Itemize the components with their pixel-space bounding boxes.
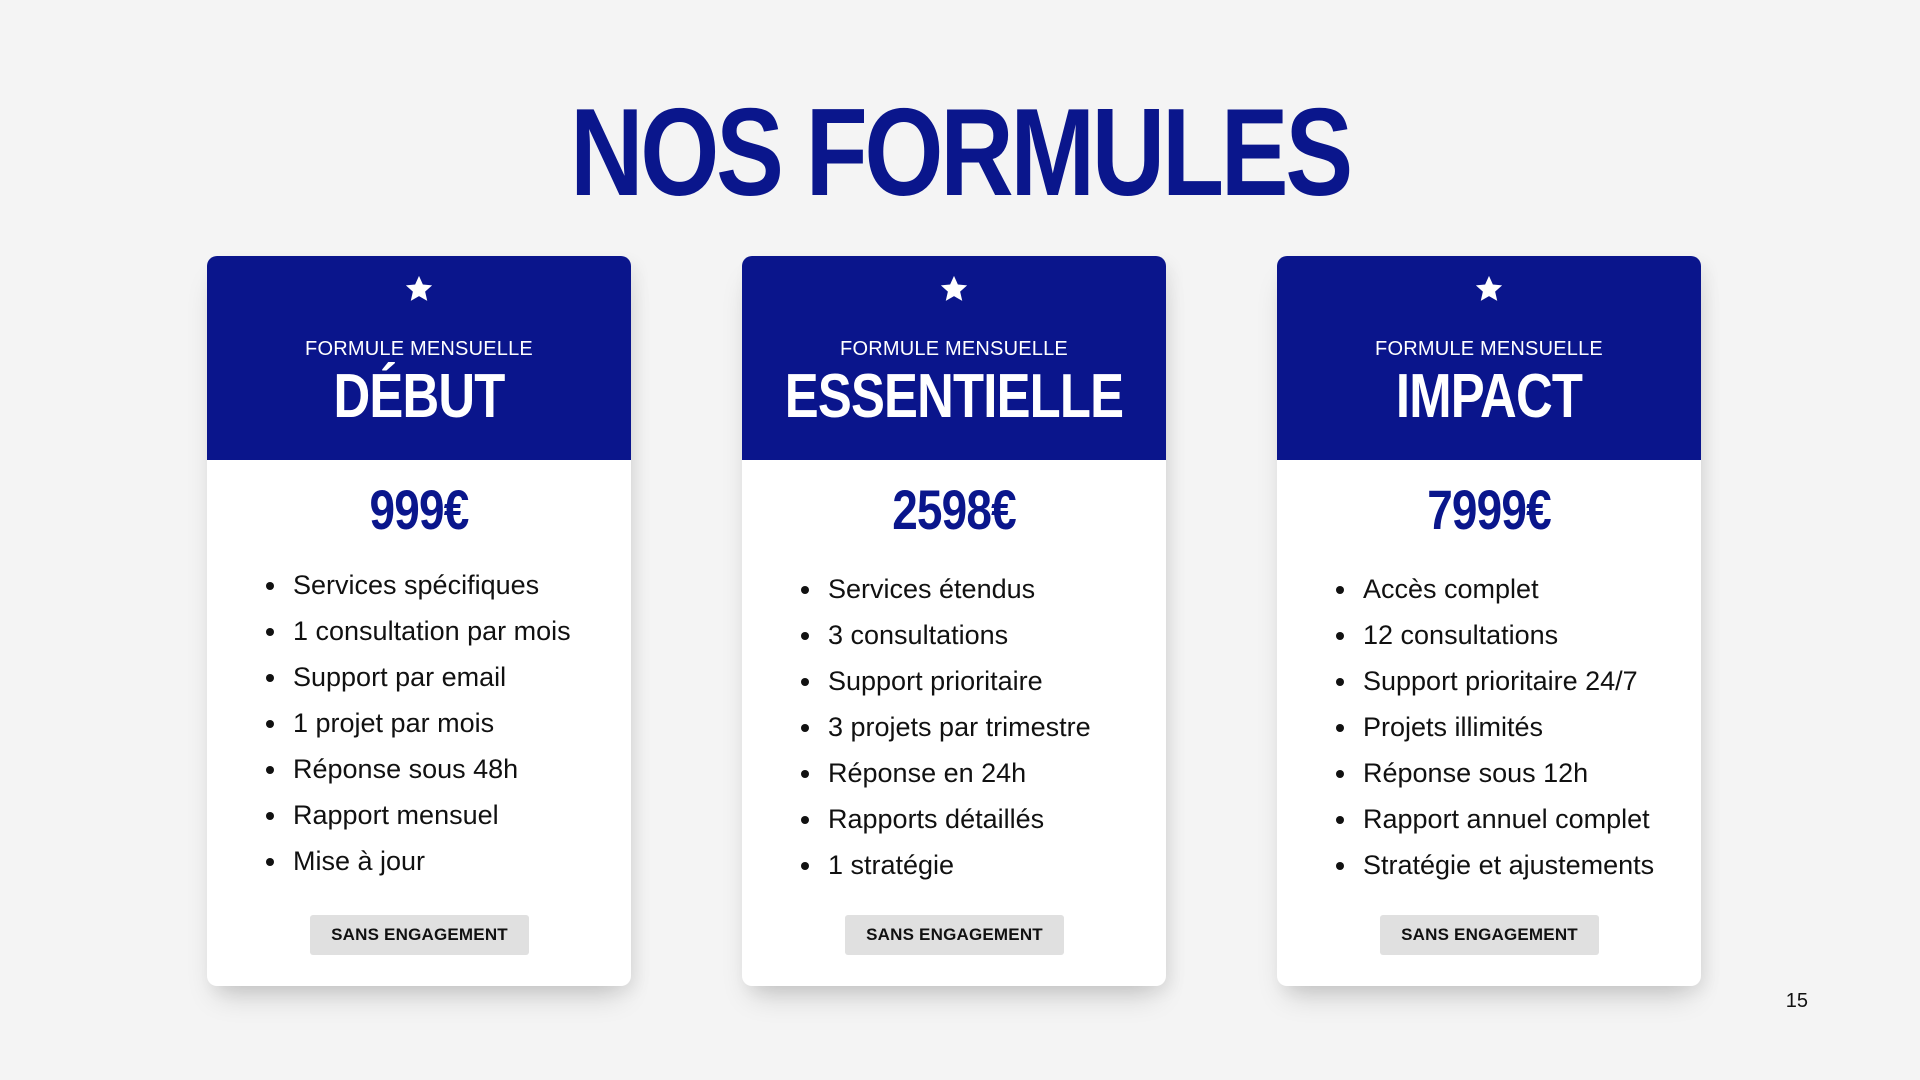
list-item: • 1 projet par mois (289, 700, 631, 746)
card-header (1277, 256, 1701, 460)
list-item: • Réponse sous 48h (289, 746, 631, 792)
plan-subtitle: FORMULE MENSUELLE (840, 338, 1068, 360)
list-item: • Accès complet (1359, 566, 1701, 612)
plan-name: DÉBUT (333, 362, 505, 431)
list-item: • 12 consultations (1359, 612, 1701, 658)
feature-list (1277, 566, 1701, 888)
no-commitment-badge: SANS ENGAGEMENT (1380, 915, 1599, 955)
no-commitment-badge: SANS ENGAGEMENT (310, 915, 529, 955)
list-item: • Réponse sous 12h (1359, 750, 1701, 796)
list-item: • Mise à jour (289, 838, 631, 884)
plan-subtitle: FORMULE MENSUELLE (1375, 338, 1603, 360)
no-commitment-badge: SANS ENGAGEMENT (845, 915, 1064, 955)
list-item: • Réponse en 24h (824, 750, 1166, 796)
pricing-card-impact (1277, 256, 1701, 986)
list-item: • 1 stratégie (824, 842, 1166, 888)
plan-name: ESSENTIELLE (784, 362, 1124, 431)
star-icon (404, 274, 434, 304)
plan-subtitle: FORMULE MENSUELLE (305, 338, 533, 360)
pricing-cards (207, 256, 1702, 986)
plan-name: IMPACT (1395, 362, 1583, 431)
list-item: • Rapports détaillés (824, 796, 1166, 842)
list-item: • Support prioritaire 24/7 (1359, 658, 1701, 704)
pricing-card-essentielle (742, 256, 1166, 986)
list-item: • Stratégie et ajustements (1359, 842, 1701, 888)
list-item: • Services spécifiques (289, 562, 631, 608)
page-title: NOS FORMULES (570, 84, 1350, 222)
feature-list (742, 566, 1166, 888)
list-item: • Rapport mensuel (289, 792, 631, 838)
list-item: • Rapport annuel complet (1359, 796, 1701, 842)
plan-price: 999€ (369, 478, 469, 541)
card-header (207, 256, 631, 460)
feature-list (207, 562, 631, 884)
list-item: • 3 consultations (824, 612, 1166, 658)
list-item: • 3 projets par trimestre (824, 704, 1166, 750)
list-item: • Projets illimités (1359, 704, 1701, 750)
list-item: • Support prioritaire (824, 658, 1166, 704)
card-header (742, 256, 1166, 460)
list-item: • 1 consultation par mois (289, 608, 631, 654)
page-number: 15 (1785, 990, 1808, 1012)
plan-price: 2598€ (892, 478, 1016, 541)
pricing-card-debut (207, 256, 631, 986)
star-icon (939, 274, 969, 304)
plan-price: 7999€ (1427, 478, 1551, 541)
list-item: • Services étendus (824, 566, 1166, 612)
star-icon (1474, 274, 1504, 304)
list-item: • Support par email (289, 654, 631, 700)
